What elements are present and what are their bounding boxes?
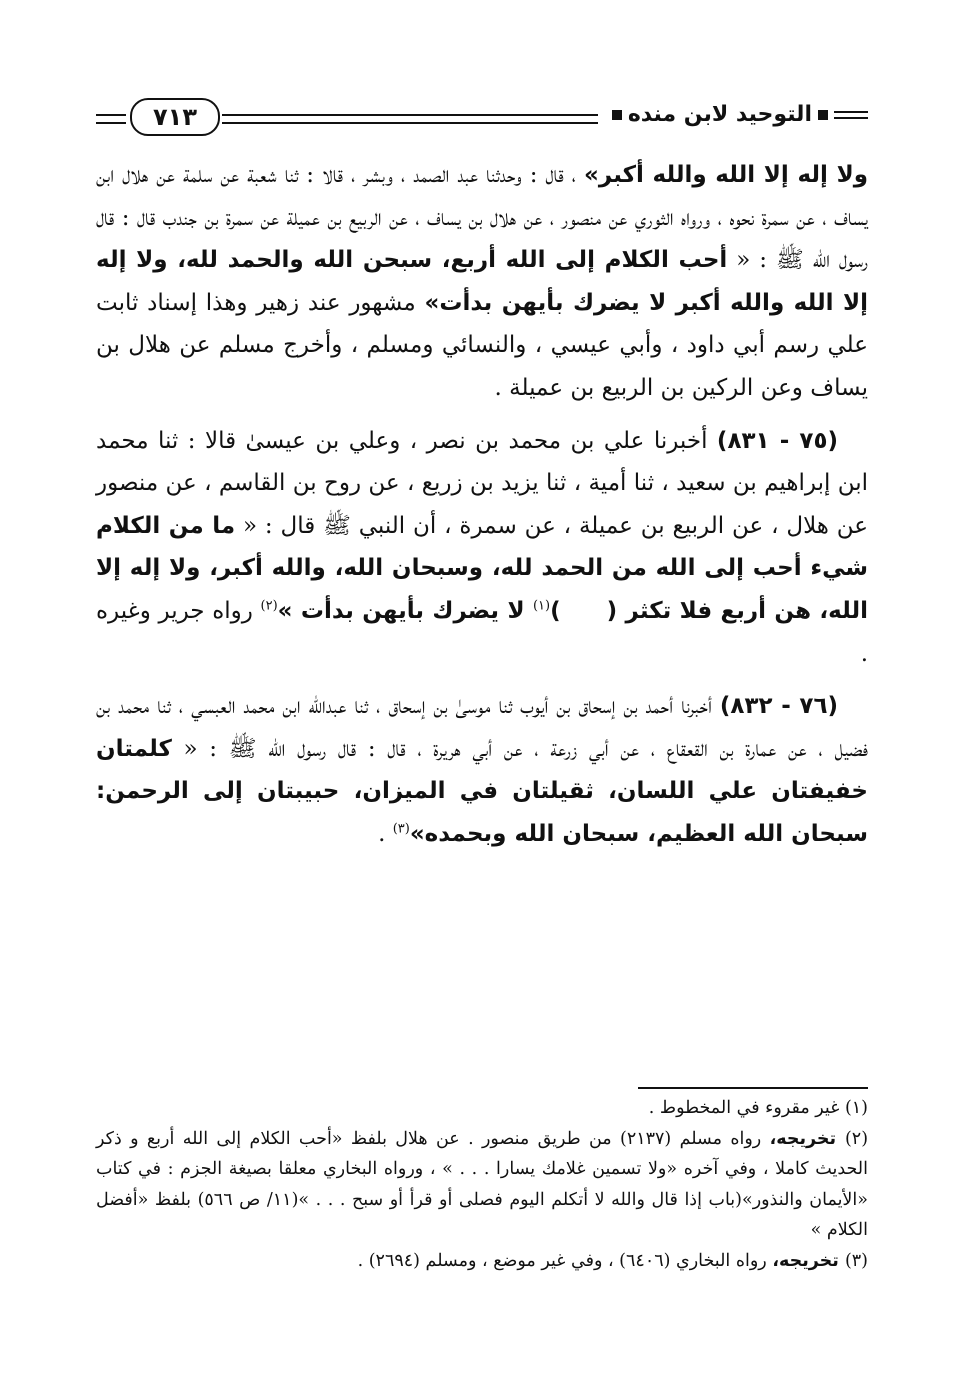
- hadith-number: (٧٥ - ٨٣١): [716, 427, 838, 454]
- hadith-number: (٧٦ - ٨٣٢): [719, 693, 838, 720]
- hadith-text: لا يضرك بأيهن بدأت »: [277, 597, 533, 624]
- footnote-ref-2[interactable]: (٢): [260, 598, 278, 614]
- square-bullet-icon: [818, 110, 828, 120]
- header-double-rule-right: [834, 111, 868, 119]
- footnote-number: (١): [844, 1098, 868, 1118]
- hadith-text: أحب الكلام إلى الله أربع، سبحن الله والحمد لله، ولا إله إلا الله والله أكبر لا يضرك بأيهن بدأت»: [96, 247, 869, 316]
- header-title-group: [612, 102, 868, 127]
- note-text: رواه جرير وغيره .: [96, 597, 868, 667]
- footnote-ref-3[interactable]: (٣): [392, 821, 410, 837]
- header-double-rule-left: [96, 114, 126, 124]
- footnote-separator: [638, 1087, 868, 1089]
- hadith-entry-832: [96, 685, 868, 855]
- hadith-text: ولا إله إلا الله والله أكبر»: [584, 162, 868, 188]
- footnote-text: غير مقروء في المخطوط .: [648, 1098, 845, 1118]
- page-number: ٧١٣: [130, 98, 220, 136]
- running-header: [96, 96, 868, 146]
- narration-text: ، قال : وحدثنا عبد الصمد ، وبشر ، قالا : ثنا شعبة عن سلمة عن هلال ابن يساف ، عن سمرة نحوه ، ورواه الثوري عن منصور ، عن هلال بن يساف ، عن الربيع بن عميلة عن سمرة بن جندب قال : قال رسول الله ﷺ : «: [96, 162, 868, 274]
- commentary-text: مشهور عند زهير وهذا إسناد ثابت علي رسم أبي داود ، وأبي عيسي ، والنسائي ومسلم ، وأخرج مسلم عن هلال بن يساف وعن الركين بن الربيع بن عميلة .: [96, 289, 868, 401]
- paragraph-continuation: [96, 154, 868, 410]
- header-double-rule: [222, 114, 598, 124]
- hadith-text: ما من الكلام شيء أحب إلى الله من الحمد لله، وسبحان الله، والله أكبر، ولا إله إلا الله، هن أربع فلا تكثر (: [96, 512, 868, 624]
- footnote-1: [96, 1093, 868, 1124]
- footnotes: [96, 1093, 868, 1276]
- book-page: [96, 96, 868, 1384]
- footnote-number: (٣): [844, 1250, 868, 1271]
- footnote-2: [96, 1124, 868, 1246]
- hadith-entry-831: [96, 420, 868, 676]
- footnote-label: تخريجه،: [769, 1128, 845, 1149]
- footnote-number: (٢): [844, 1128, 869, 1149]
- book-title: التوحيد لابن منده: [627, 102, 812, 127]
- period: .: [378, 820, 393, 847]
- footnote-label: تخريجه،: [772, 1250, 845, 1271]
- square-bullet-icon: [612, 110, 622, 120]
- main-text: [96, 154, 868, 856]
- footnote-3: [96, 1246, 868, 1277]
- hadith-text: ): [550, 597, 561, 624]
- footnote-text: رواه البخاري (٦٤٠٦) ، وفي غير موضع ، ومسلم (٢٦٩٤) .: [357, 1250, 773, 1271]
- footnote-text: رواه مسلم (٢١٣٧) من طريق منصور . عن هلال بلفظ «أحب الكلام إلى الله أربع و ذكر الحديث كاملا ، وفي آخره «ولا تسمين غلامك يسارا . . . » ، ورواه البخاري معلقا بصيغة الجزم : في كتاب «الأيمان والنذور»(باب إذا قال والله لا أتكلم اليوم فصلى أو قرأ أو سبح . . . »(١١/ ص ٥٦٦) بلفظ «أفضل الكلام »: [96, 1128, 868, 1240]
- isnad-text: أخبرنا علي بن محمد بن نصر ، وعلي بن عيسىٰ قالا : ثنا محمد ابن إبراهيم بن سعيد ، ثنا أمية ، ثنا يزيد بن زريع ، عن روح بن القاسم ، عن منصور عن هلال ، عن الربيع بن عميلة ، عن سمرة ، أن النبي ﷺ قال : «: [96, 427, 869, 539]
- footnote-ref-1[interactable]: (١): [532, 598, 551, 614]
- isnad-text: أخبرنا أحمد بن إسحاق بن أيوب ثنا موسىٰ بن إسحاق ، ثنا عبدالله ابن محمد العبسي ، ثنا محمد بن فضيل ، عن عمارة بن القعقاع ، عن أبي زرعة ، عن أبي هريرة ، قال : قال رسول الله ﷺ : «: [96, 693, 868, 762]
- hadith-text: كلمتان خفيفتان علي اللسان، ثقيلتان في الميزان، حبيبتان إلى الرحمن: سبحان الله العظيم، سبحان الله وبحمده»: [96, 735, 868, 847]
